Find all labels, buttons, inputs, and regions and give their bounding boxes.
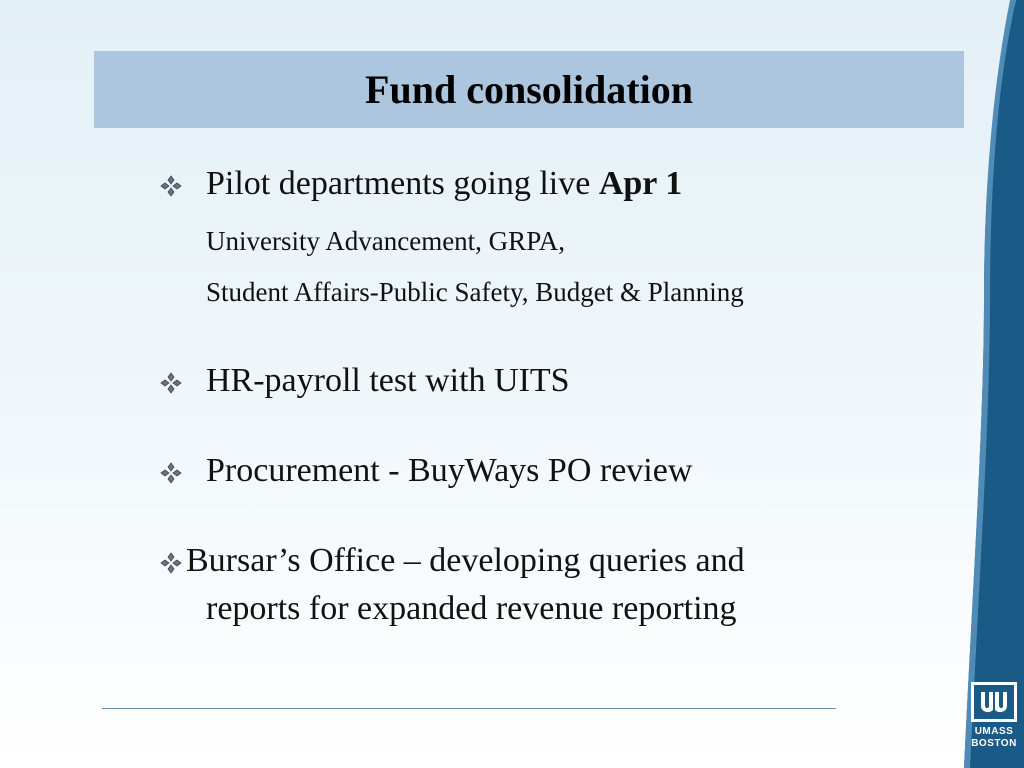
- title-bar: [94, 51, 964, 128]
- bullet-item-pilot: [160, 164, 682, 203]
- logo-mark-icon: [971, 682, 1017, 722]
- four-diamond-bullet-icon: [160, 552, 182, 574]
- four-diamond-bullet-icon: [160, 175, 182, 197]
- logo-text-umass: UMASS: [974, 726, 1014, 737]
- logo-text-boston: BOSTON: [971, 738, 1017, 749]
- bullet-item-hr-payroll: [160, 361, 570, 400]
- item-text: Procurement - BuyWays PO review: [206, 452, 693, 489]
- bullet-item-bursar-continued: reports for expanded revenue reporting: [206, 590, 737, 627]
- four-diamond-bullet-icon: [160, 372, 182, 394]
- bullet-item-procurement: [160, 451, 692, 490]
- umass-boston-logo: [966, 682, 1022, 762]
- decorative-band: [954, 0, 1024, 768]
- item-emphasis: Apr 1: [598, 165, 683, 202]
- sub-item-2: Student Affairs-Public Safety, Budget & Planning: [206, 277, 744, 307]
- sub-item-1: University Advancement, GRPA,: [206, 226, 565, 256]
- slide-title: Fund consolidation: [365, 66, 693, 112]
- four-diamond-bullet-icon: [160, 462, 182, 484]
- item-text: Pilot departments going live: [206, 165, 591, 202]
- item-text: HR-payroll test with UITS: [206, 362, 570, 399]
- footer-divider: [102, 708, 836, 709]
- bullet-item-bursar: [160, 541, 745, 580]
- item-text-line1: Bursar’s Office – developing queries and: [186, 542, 745, 579]
